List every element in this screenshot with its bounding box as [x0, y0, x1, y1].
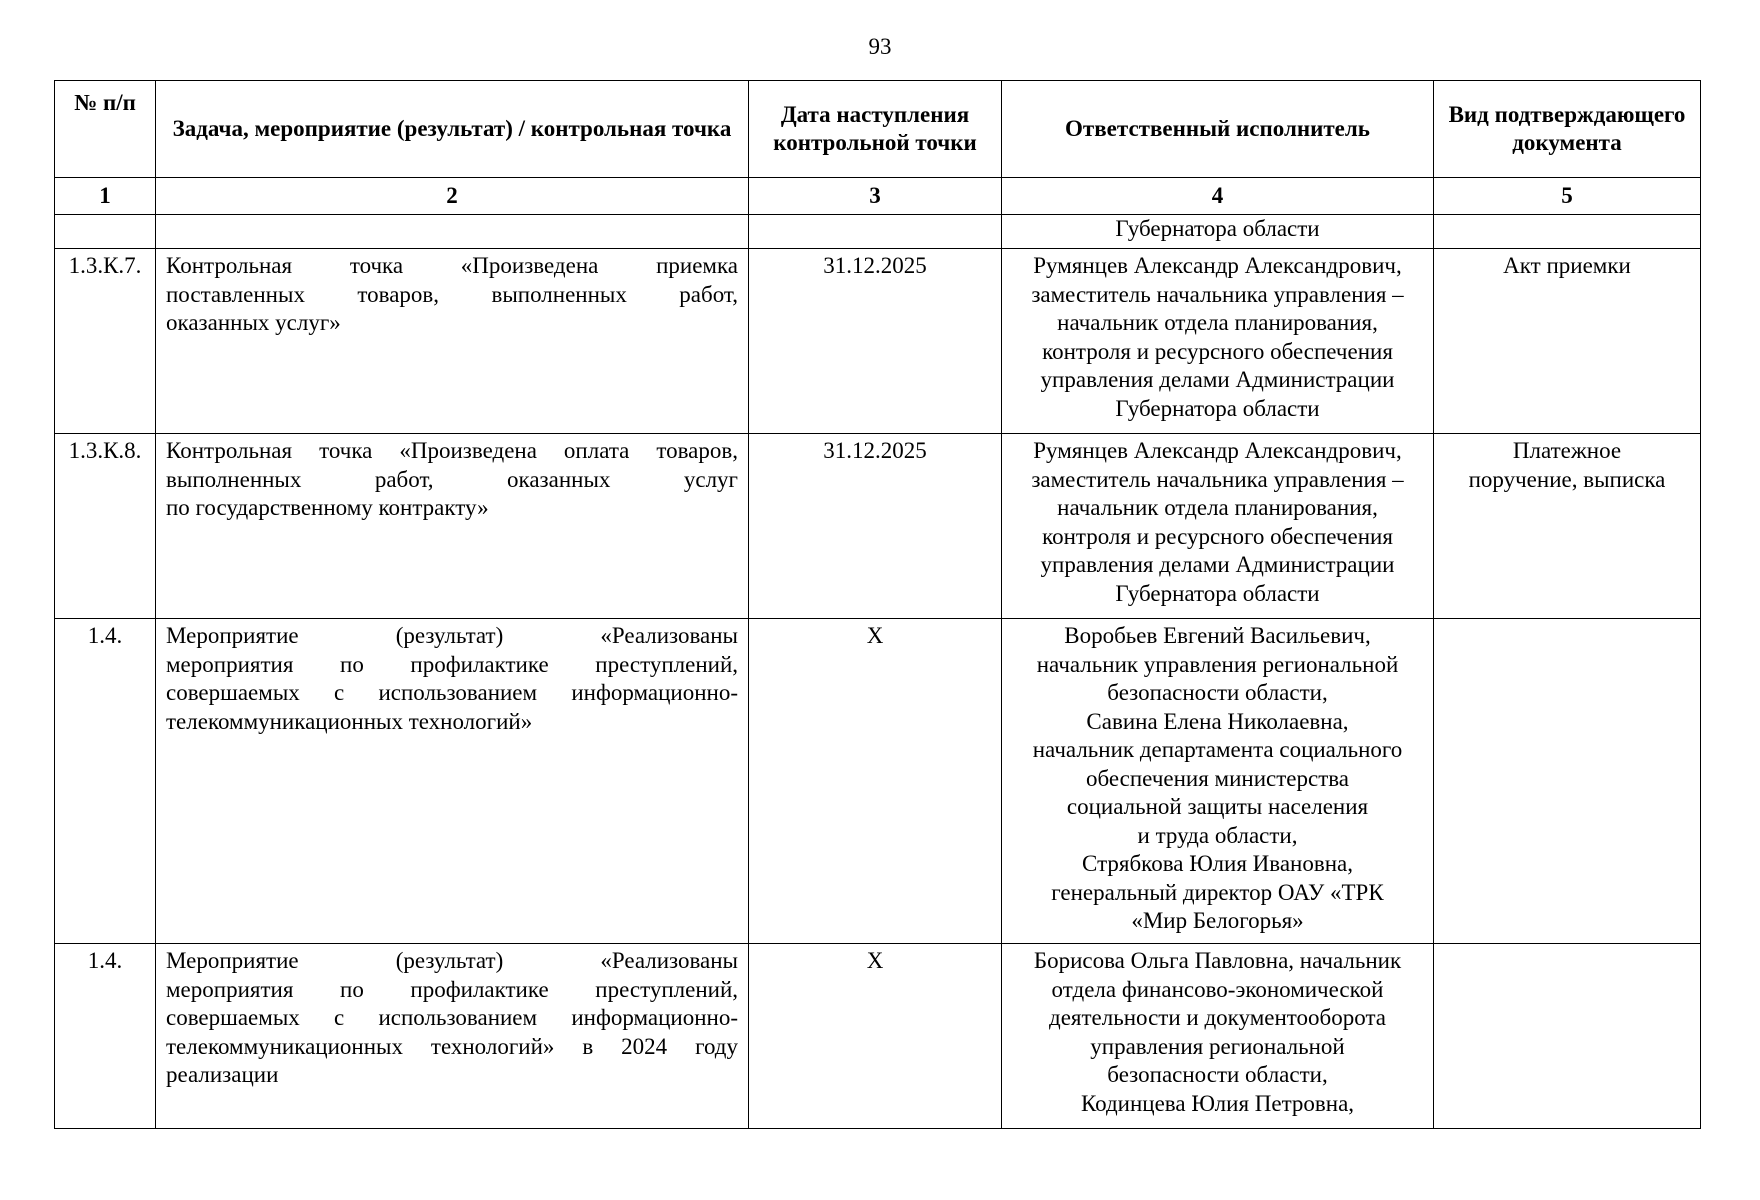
page-number: 93	[868, 34, 892, 59]
responsible-executor-line: отдела финансово-экономической	[1051, 976, 1384, 1002]
responsible-executor	[1002, 619, 1434, 944]
responsible-executor-line: Румянцев Александр Александрович,	[1033, 438, 1402, 463]
column-number: 1	[55, 178, 156, 215]
responsible-executor	[1002, 249, 1434, 434]
table-row	[55, 944, 1701, 1129]
responsible-executor-line: Румянцев Александр Александрович,	[1033, 253, 1402, 278]
task-text-line: телекоммуникационных технологий» в 2024 году	[166, 1033, 738, 1059]
responsible-executor-line: начальник управления региональной	[1036, 651, 1399, 677]
confirming-document-line: Платежное	[1512, 438, 1622, 463]
task-text-line: оказанных услуг»	[166, 310, 341, 335]
responsible-executor-line: Стрябкова Юлия Ивановна,	[1082, 851, 1353, 876]
responsible-executor-line: заместитель начальника управления –	[1031, 466, 1404, 492]
header-row	[55, 81, 1701, 178]
continuation-responsible: Губернатора области	[1002, 215, 1434, 249]
responsible-executor-line: Воробьев Евгений Васильевич,	[1064, 623, 1371, 648]
task-text	[156, 434, 749, 619]
header-responsible: Ответственный исполнитель	[1002, 81, 1434, 178]
responsible-executor-line: заместитель начальника управления –	[1031, 281, 1404, 307]
responsible-executor	[1002, 944, 1434, 1129]
responsible-executor-line: социальной защиты населения	[1066, 794, 1369, 819]
row-number: 1.3.К.7.	[55, 249, 156, 434]
task-text-line: Контрольная точка «Произведена оплата товаров,	[166, 438, 738, 463]
task-text	[156, 249, 749, 434]
column-number: 5	[1434, 178, 1701, 215]
control-points-table	[54, 80, 1701, 1129]
responsible-executor-line: безопасности области,	[1107, 680, 1328, 705]
header-task: Задача, мероприятие (результат) / контрольная точка	[156, 81, 749, 178]
confirming-document	[1434, 619, 1701, 944]
header-date: Дата наступления контрольной точки	[749, 81, 1002, 178]
task-text-line: выполненных работ, оказанных услуг	[166, 466, 738, 492]
confirming-document-line: Акт приемки	[1503, 253, 1631, 278]
responsible-executor-line: начальник департамента социального	[1032, 737, 1403, 762]
confirming-document	[1434, 249, 1701, 434]
responsible-executor-line: «Мир Белогорья»	[1131, 908, 1304, 933]
task-text-line: телекоммуникационных технологий»	[166, 708, 533, 734]
continuation-date	[749, 215, 1002, 249]
task-text-line: мероприятия по профилактике преступлений,	[166, 976, 738, 1002]
responsible-executor-line: и труда области,	[1137, 822, 1298, 848]
task-text-line: по государственному контракту»	[166, 495, 489, 520]
confirming-document	[1434, 434, 1701, 619]
responsible-executor-line: управления делами Администрации	[1040, 367, 1395, 392]
row-number: 1.4.	[55, 944, 156, 1129]
table-row	[55, 619, 1701, 944]
task-text-line: Контрольная точка «Произведена приемка	[166, 253, 738, 278]
column-number-row	[55, 178, 1701, 215]
task-text-line: Мероприятие (результат) «Реализованы	[166, 948, 738, 973]
row-number: 1.4.	[55, 619, 156, 944]
responsible-executor-line: контроля и ресурсного обеспечения	[1042, 338, 1393, 364]
responsible-executor-line: безопасности области,	[1107, 1062, 1328, 1087]
task-text-line: Мероприятие (результат) «Реализованы	[166, 623, 738, 648]
continuation-num	[55, 215, 156, 249]
continuation-document	[1434, 215, 1701, 249]
responsible-executor-line: контроля и ресурсного обеспечения	[1042, 523, 1393, 549]
responsible-executor-line: управления делами Администрации	[1040, 552, 1395, 577]
responsible-executor-line: начальник отдела планирования,	[1057, 310, 1378, 335]
task-text-line: совершаемых с использованием информационно-	[166, 680, 738, 705]
column-number: 3	[749, 178, 1002, 215]
control-date: 31.12.2025	[749, 249, 1002, 434]
responsible-executor-line: Губернатора области	[1115, 395, 1320, 421]
table-row	[55, 249, 1701, 434]
responsible-executor-line: генеральный директор ОАУ «ТРК	[1051, 879, 1384, 905]
column-number: 2	[156, 178, 749, 215]
responsible-executor	[1002, 434, 1434, 619]
task-text	[156, 619, 749, 944]
table-row	[55, 434, 1701, 619]
responsible-executor-line: Борисова Ольга Павловна, начальник	[1033, 948, 1402, 973]
responsible-executor-line: Губернатора области	[1115, 580, 1320, 606]
control-date: 31.12.2025	[749, 434, 1002, 619]
responsible-executor-line: Савина Елена Николаевна,	[1086, 708, 1349, 734]
header-num: № п/п	[55, 81, 156, 178]
responsible-executor-line: деятельности и документооборота	[1049, 1005, 1386, 1030]
responsible-executor-line: управления региональной	[1090, 1033, 1345, 1059]
responsible-executor-line: Кодинцева Юлия Петровна,	[1080, 1090, 1355, 1116]
continuation-task	[156, 215, 749, 249]
control-date: Х	[749, 619, 1002, 944]
column-number: 4	[1002, 178, 1434, 215]
confirming-document-line: поручение, выписка	[1468, 466, 1666, 492]
responsible-executor-line: обеспечения министерства	[1085, 765, 1350, 791]
task-text	[156, 944, 749, 1129]
task-text-line: поставленных товаров, выполненных работ,	[166, 281, 738, 307]
header-document: Вид подтверждающего документа	[1434, 81, 1701, 178]
confirming-document	[1434, 944, 1701, 1129]
task-text-line: реализации	[166, 1062, 279, 1087]
control-date: Х	[749, 944, 1002, 1129]
row-number: 1.3.К.8.	[55, 434, 156, 619]
task-text-line: совершаемых с использованием информационно-	[166, 1005, 738, 1030]
continuation-row	[55, 215, 1701, 249]
responsible-executor-line: начальник отдела планирования,	[1057, 495, 1378, 520]
task-text-line: мероприятия по профилактике преступлений,	[166, 651, 738, 677]
